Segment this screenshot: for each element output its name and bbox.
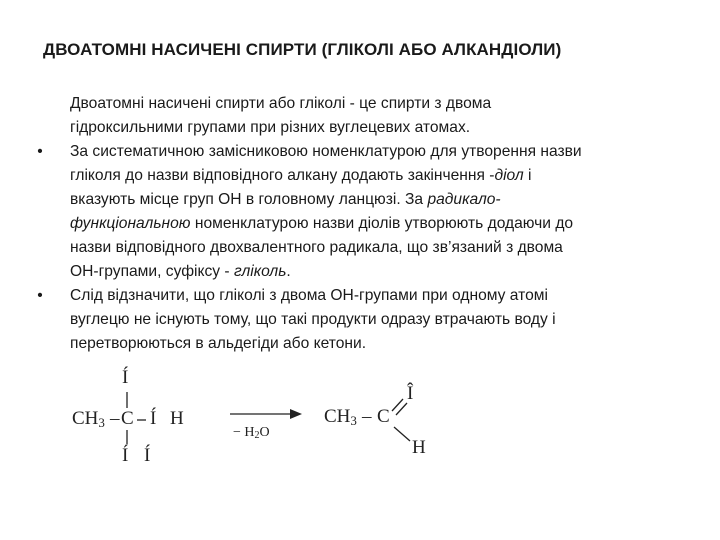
atom-h-bottom: Í — [144, 445, 151, 466]
subscript: 2 — [254, 430, 260, 441]
atom-o-bottom: Í — [122, 445, 129, 466]
atom-o-carbonyl: Î — [407, 383, 414, 404]
bullet-item-nomenclature — [30, 140, 690, 284]
bullet1-line-6 — [70, 260, 690, 284]
intro-paragraph — [30, 92, 690, 140]
text-run: вказують місце груп ОН в головному ланцюзі. За — [70, 191, 428, 208]
subscript: 3 — [98, 415, 105, 430]
bullet1-line-2 — [70, 164, 690, 188]
bullet2-line-1: Слід відзначити, що гліколі з двома ОН-групами при одному атомі — [70, 287, 548, 304]
text-run: ОН-групами, суфіксу - — [70, 263, 234, 280]
text-run: номенклатурою назви діолів утворюють додаючи до — [190, 215, 574, 232]
bond-dash-left: – — [110, 408, 120, 429]
atom-o-top: Í — [122, 367, 129, 388]
bullet-icon: • — [37, 287, 43, 304]
text-run: CH — [72, 408, 99, 429]
italic-term-functional: функціональною — [70, 215, 191, 232]
bullet1-line-5: назви відповідного двохвалентного радикала, що зв’язаний з двома — [70, 239, 563, 256]
italic-term-glycol: гліколь — [233, 263, 287, 280]
atom-h-right: H — [170, 408, 184, 429]
bond-dash-right: – — [362, 406, 372, 427]
group-ch3-right — [324, 406, 357, 429]
intro-line-2: гідроксильними групами при різних вуглецевих атомах. — [70, 119, 471, 136]
page-title: ДВОАТОМНІ НАСИЧЕНІ СПИРТИ (ГЛІКОЛІ АБО АЛКАНДІОЛИ) — [43, 40, 562, 59]
bullet1-line-4 — [70, 212, 690, 236]
text-run: − H — [233, 425, 255, 440]
subscript: 3 — [350, 413, 357, 428]
reaction-condition — [233, 425, 270, 441]
intro-line-1: Двоатомні насичені спирти або гліколі - це спирти з двома — [70, 95, 492, 112]
atom-h-aldehyde: H — [412, 437, 426, 458]
italic-term-radical: радикало- — [427, 191, 501, 208]
atom-c-left: C — [121, 408, 134, 429]
text-run: CH — [324, 406, 351, 427]
bond-c-h — [394, 427, 410, 441]
text-run: . — [286, 263, 291, 280]
atom-o-right: Í — [150, 408, 157, 429]
bullet-item-gem-diols — [30, 284, 690, 356]
italic-term-diol: діол — [494, 167, 524, 184]
bullet2-line-2: вуглецю не існують тому, що такі продукти одразу втрачають воду і — [70, 311, 556, 328]
text-run: і — [523, 167, 532, 184]
arrow-head-icon — [290, 409, 302, 419]
bullet2-line-3: перетворюються в альдегіди або кетони. — [70, 335, 367, 352]
bullet-icon: • — [37, 143, 43, 160]
bullet1-line-3 — [70, 188, 690, 212]
reaction-scheme — [70, 365, 450, 475]
bullet1-line-1: За систематичною замісниковою номенклатурою для утворення назви — [70, 143, 582, 160]
group-ch3-left — [72, 408, 105, 431]
text-run: гліколя до назви відповідного алкану додають закінчення - — [70, 167, 495, 184]
atom-c-right: C — [377, 406, 390, 427]
text-run: O — [259, 425, 270, 440]
content-body — [30, 92, 690, 356]
